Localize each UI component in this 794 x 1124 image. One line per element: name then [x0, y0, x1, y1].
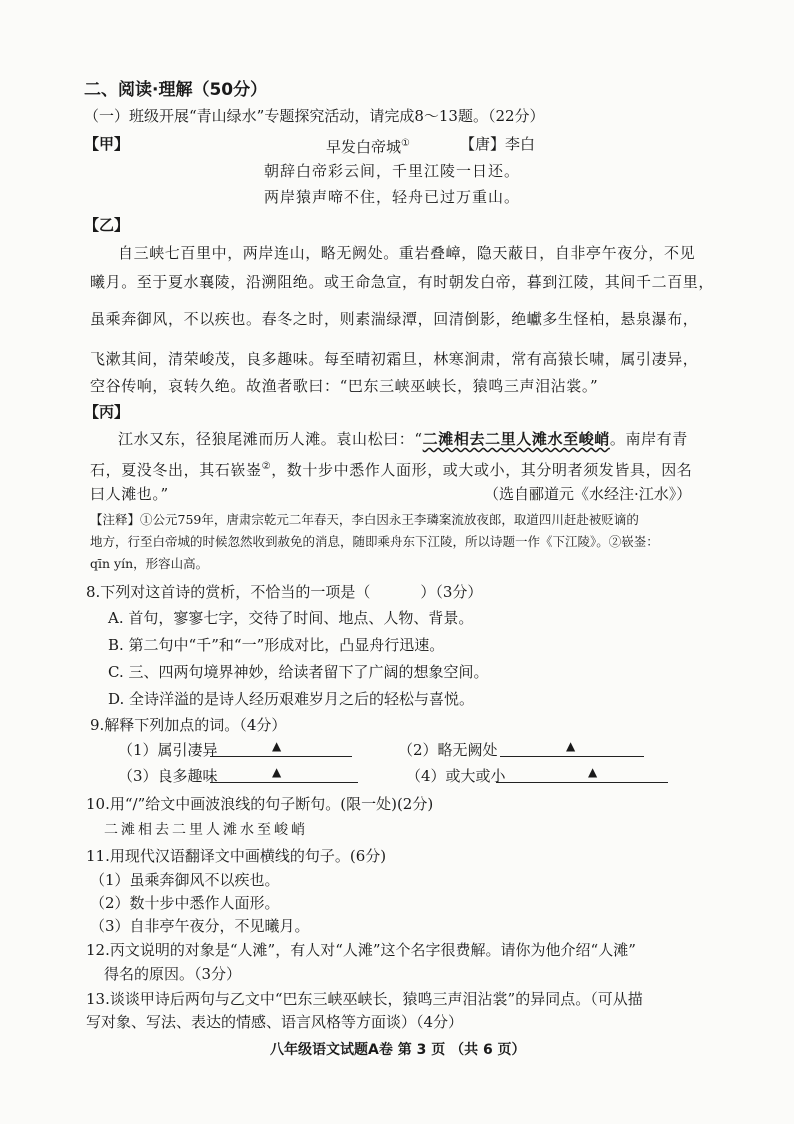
- yi-line-5: 空谷传响，哀转久绝。故渔者歌曰：“巴东三峡巫峡长，猿鸣三声泪沾裳。”: [90, 377, 599, 395]
- bing-line-1: [118, 429, 688, 449]
- annotation-line-1: 【注释】①公元759年，唐肃宗乾元二年春天，李白因永王李璘案流放夜郎，取道四川赶赴被贬谪的: [90, 512, 639, 527]
- q9-item-2: （2）略无阙处: [398, 741, 498, 759]
- yi-line-2: 曦月。至于夏水襄陵，沿溯阻绝。或王命急宣，有时朝发白帝，暮到江陵，其间千二百里，: [90, 273, 715, 291]
- bing-line-3: 曰人滩也。”: [90, 485, 169, 503]
- q8-stem-text: 8.下列对这首诗的赏析，不恰当的一项是（: [86, 583, 371, 601]
- poem-title-text: 早发白帝城: [326, 138, 402, 156]
- q10-sentence[interactable]: 二滩相去二里人滩水至峻峭: [104, 822, 308, 838]
- yi-line-4: 飞漱其间，清荣峻茂，良多趣味。每至晴初霜旦，林寒涧肃，常有高猿长啸，属引凄异，: [90, 350, 699, 368]
- poem-line-1: 朝辞白帝彩云间，千里江陵一日还。: [264, 162, 521, 180]
- q11-item-3: （3）自非亭午夜分，不见曦月。: [90, 917, 310, 935]
- poem-author: 【唐】李白: [460, 135, 536, 153]
- answer-marker: ▲: [272, 765, 282, 779]
- annotation-line-2: 地方，行至白帝城的时候忽然收到赦免的消息，随即乘舟东下江陵，所以诗题一作《下江陵》。②嵚崟：: [90, 534, 659, 549]
- bing-line-2-post: ，数十步中悉作人面形，或大或小，其分明者须发皆具，因名: [271, 461, 693, 479]
- answer-marker: ▲: [272, 739, 282, 753]
- page-footer: 八年级语文试题A卷 第 3 页 （共 6 页）: [270, 1042, 526, 1058]
- q12-line-1: 12.丙文说明的对象是“人滩”，有人对“人滩”这个名字很费解。请你为他介绍“人滩”: [86, 941, 636, 959]
- bing-line-1-post: 。南岸有青: [609, 430, 688, 448]
- q9-answer-3[interactable]: [210, 764, 358, 783]
- note-mark-2: ②: [261, 461, 272, 472]
- note-mark-1: ①: [401, 138, 410, 149]
- group-intro: （一）班级开展“青山绿水”专题探究活动，请完成8～13题。（22分）: [84, 107, 545, 125]
- section-heading: 二、阅读·理解（50分）: [84, 80, 268, 100]
- q11-item-2: （2）数十步中悉作人面形。: [90, 894, 280, 912]
- wavy-underlined-sentence: 二滩相去二里人滩水至峻峭: [422, 430, 610, 448]
- bing-line-2-pre: 石，夏没冬出，其石嵚崟: [90, 461, 262, 479]
- q9-item-3: （3）良多趣味: [118, 767, 218, 785]
- answer-marker: ▲: [588, 765, 598, 779]
- answer-marker: ▲: [566, 739, 576, 753]
- jia-label: 【甲】: [84, 135, 130, 153]
- q8-stem: [86, 582, 482, 602]
- q9-item-1: （1）属引凄异: [118, 741, 218, 759]
- yi-line-1: 自三峡七百里中，两岸连山，略无阙处。重岩叠嶂，隐天蔽日，自非亭午夜分，不见: [118, 244, 696, 262]
- yi-line-3: 虽乘奔御风，不以疾也。春冬之时，则素湍绿潭，回清倒影，绝巘多生怪柏，悬泉瀑布，: [90, 310, 699, 328]
- q13-line-2: 写对象、写法、表达的情感、语言风格等方面谈）（4分）: [86, 1013, 464, 1031]
- yi-label: 【乙】: [84, 216, 130, 234]
- q8-stem-end: ）（3分）: [420, 583, 483, 601]
- q9-answer-4[interactable]: [496, 764, 668, 783]
- bing-label: 【丙】: [84, 403, 130, 421]
- q8-option-c: C. 三、四两句境界神妙，给读者留下了广阔的想象空间。: [108, 663, 489, 681]
- q11-item-1: （1）虽乘奔御风不以疾也。: [90, 871, 280, 889]
- bing-line-1-pre: 江水又东，径狼尾滩而历人滩。袁山松曰：“: [118, 430, 423, 448]
- q9-item-4: （4）或大或小: [406, 767, 506, 785]
- q8-option-d: D. 全诗洋溢的是诗人经历艰难岁月之后的轻松与喜悦。: [108, 690, 475, 708]
- q8-option-b: B. 第二句中“千”和“一”形成对比，凸显舟行迅速。: [108, 636, 445, 654]
- annotation-line-3: qīn yín，形容山高。: [90, 556, 209, 571]
- poem-line-2: 两岸猿声啼不住，轻舟已过万重山。: [264, 188, 521, 206]
- q11-stem: 11.用现代汉语翻译文中画横线的句子。(6分): [86, 847, 387, 865]
- q12-line-2: 得名的原因。（3分）: [104, 965, 242, 983]
- bing-source: （选自郦道元《水经注·江水》）: [484, 485, 692, 503]
- q13-line-1: 13.谈谈甲诗后两句与乙文中“巴东三峡巫峡长，猿鸣三声泪沾裳”的异同点。（可从描: [86, 990, 643, 1008]
- poem-title: [326, 134, 410, 157]
- q10-stem: 10.用“/”给文中画波浪线的句子断句。(限一处)(2分): [86, 795, 434, 813]
- q8-option-a: A. 首句，寥寥七字，交待了时间、地点、人物、背景。: [108, 609, 474, 627]
- q9-stem: 9.解释下列加点的词。（4分）: [90, 716, 287, 734]
- bing-line-2: [90, 457, 692, 480]
